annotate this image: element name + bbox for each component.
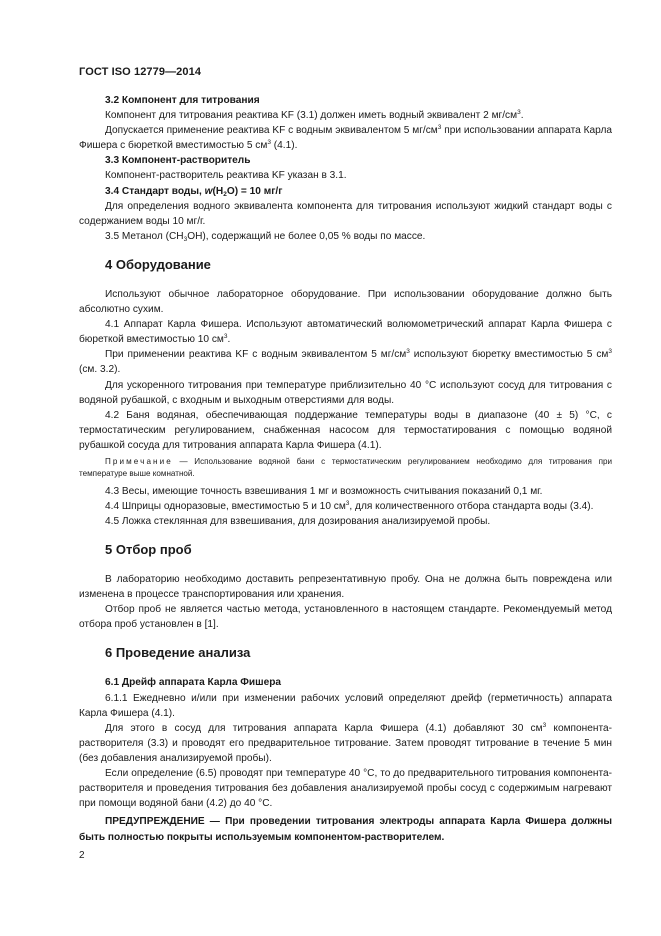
paragraph-3-4: Для определения водного эквивалента компонента для титрования используют жидкий стандарт воды с содержанием воды 10 мг/г. [79,200,612,227]
paragraph-3-5: 3.5 Метанол $(CH_3OH)$, содержащий не более 0,05 % воды по массе. [105,230,426,243]
section-6-title: 6 Проведение анализа [105,645,251,661]
page-number: 2 [79,850,85,861]
heading-6-1: 6.1 Дрейф аппарата Карла Фишера [105,677,282,689]
paragraph-3-2-a: Компонент для титрования реактива KF (3.1) должен иметь водный эквивалент 2 $мг/см^3$. [105,109,524,122]
note-4-2: Примечание — Использование водяной бани с термостатическим регулированием необходимо для титрования при температуре выше комнатной. [79,456,612,479]
paragraph-4-1-c: Для ускоренного титрования при температуре приблизительно 40 °С используют сосуд для титрования с водяной рубашкой, с входным и выходным отверстиями для воды. [79,379,612,406]
paragraph-4-4: 4.4 Шприцы одноразовые, вместимостью 5 и 10 $см^3$, для количественного отбора стандарта воды (3.4). [105,499,594,512]
section-5-title: 5 Отбор проб [105,542,192,558]
paragraph-3-2-b: Допускается применение реактива KF с водным эквивалентом 5 $мг/см^3$ при использовании аппарата Карла Фишера с бюреткой вместимостью 5 $см^3$ (4.1). [79,124,612,152]
heading-3-2: 3.2 Компонент для титрования [105,95,260,106]
warning-text: ПРЕДУПРЕЖДЕНИЕ — При проведении титрования электроды аппарата Карла Фишера должны быть полностью покрыты используемым компонентом-растворителем. [79,816,612,843]
paragraph-4-1: 4.1 Аппарат Карла Фишера. Используют автоматический волюмометрический аппарат Карла Фишера с бюреткой вместимостью 10 $см^3$. [79,319,612,346]
paragraph-3-3: Компонент-растворитель реактива KF указан в 3.1. [105,170,347,182]
running-header: ГОСТ ISO 12779—2014 [79,66,202,78]
page-content [79,93,612,845]
paragraph-4-1-b: При применении реактива KF с водным эквивалентом 5 $мг/см^3$ используют бюретку вместимостью 5 $см^3$ (см. 3.2). [79,348,612,376]
heading-3-3: 3.3 Компонент-растворитель [105,155,251,167]
paragraph-4-3: 4.3 Весы, имеющие точность взвешивания 1 мг и возможность считывания показаний 0,1 мг. [105,485,543,497]
section-4-title: 4 Оборудование [105,256,211,272]
paragraph-4-5: 4.5 Ложка стеклянная для взвешивания, для дозирования анализируемой пробы. [105,515,491,527]
paragraph-6-1-1-c: Если определение (6.5) проводят при температуре 40 °С, то до предварительного титрования компонента-растворителя и проведения титрования без добавления анализируемой пробы сосуд с содержимым нагревают при помощи водяной бани (4.2) до 40 °С. [79,768,612,810]
heading-3-4: 3.4 Стандарт воды, $w(H_2O) = 10$ мг/г [105,185,283,198]
paragraph-6-1-1-b: Для этого в сосуд для титрования аппарата Карла Фишера (4.1) добавляют 30 $см^3$ компонента-растворителя (3.3) и проводят его предварительное титрование. Затем проводят титрование в течение 5 мин (без добавления анализируемой пробы). [79,721,613,764]
paragraph-5-b: Отбор проб не является частью метода, установленного в настоящем стандарте. Рекомендуемый метод отбора проб установлен в [1]. [79,604,612,631]
paragraph-5-a: В лабораторию необходимо доставить репрезентативную пробу. Она не должна быть повреждена или изменена в процессе транспортирования или хранения. [79,574,612,601]
paragraph-6-1-1: 6.1.1 Ежедневно и/или при изменении рабочих условий определяют дрейф (герметичность) аппарата Карла Фишера (4.1). [79,692,612,719]
paragraph-4-intro: Используют обычное лабораторное оборудование. При использовании оборудование должно быть абсолютно сухим. [79,288,612,316]
paragraph-4-2: 4.2 Баня водяная, обеспечивающая поддержание температуры воды в диапазоне (40 ± 5) °С, с термостатическим регулированием, снабженная насосом для термостатирования с помощью водяной рубашкой сосуда для титрования аппарата Карла Фишера (4.1). [79,409,612,451]
